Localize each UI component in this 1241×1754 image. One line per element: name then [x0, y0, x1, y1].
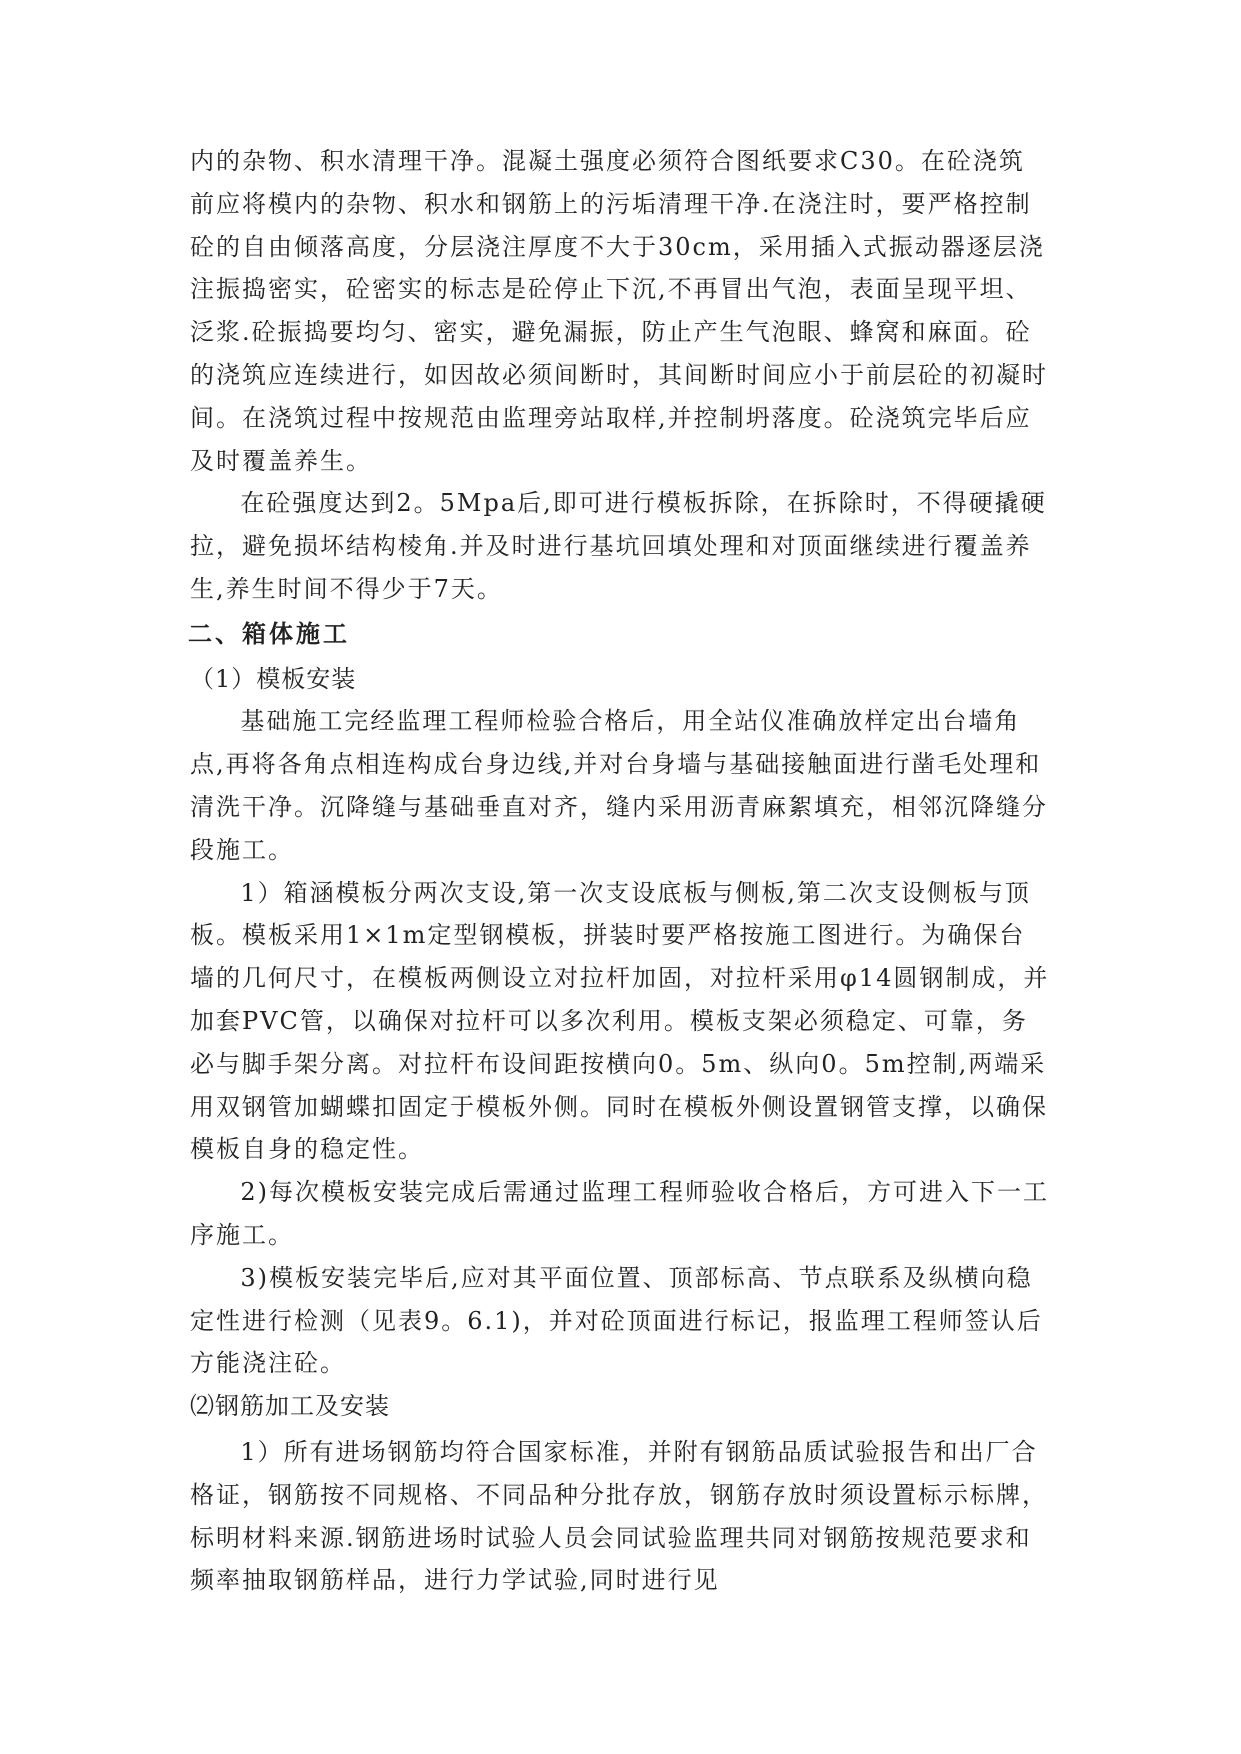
section-heading: 二、箱体施工	[188, 618, 350, 648]
document-body	[190, 140, 1050, 1602]
subsection-heading-formwork: （1）模板安装	[190, 664, 357, 693]
paragraph-concrete-pouring: 内的杂物、积水清理干净。混凝土强度必须符合图纸要求C30。在砼浇筑前应将模内的杂物、积水和钢筋上的污垢清理干净.在浇注时，要严格控制砼的自由倾落高度，分层浇注厚度不大于30cm，采用插入式振动器逐层浇注振捣密实，砼密实的标志是砼停止下沉,不再冒出气泡，表面呈现平坦、泛浆.砼振捣要均匀、密实，避免漏振，防止产生气泡眼、蜂窝和麻面。砼的浇筑应连续进行，如因故必须间断时，其间断时间应小于前层砼的初凝时间。在浇筑过程中按规范由监理旁站取样,并控制坍落度。砼浇筑完毕后应及时覆盖养生。	[190, 147, 1048, 475]
subsection-heading-rebar: ⑵钢筋加工及安装	[190, 1392, 390, 1421]
paragraph-formwork-removal: 在砼强度达到2。5Mpa后,即可进行模板拆除，在拆除时，不得硬撬硬拉，避免损坏结构棱角.并及时进行基坑回填处理和对顶面继续进行覆盖养生,养生时间不得少于7天。	[190, 489, 1047, 603]
paragraph-rebar-item-1: 1）所有进场钢筋均符合国家标准，并附有钢筋品质试验报告和出厂合格证，钢筋按不同规格、不同品种分批存放，钢筋存放时须设置标示标牌，标明材料来源.钢筋进场时试验人员会同试验监理共同对钢筋按规范要求和频率抽取钢筋样品，进行力学试验,同时进行见	[190, 1437, 1048, 1595]
paragraph-foundation-inspection: 基础施工完经监理工程师检验合格后，用全站仪准确放样定出台墙角点,再将各角点相连构成台身边线,并对台身墙与基础接触面进行凿毛处理和清洗干净。沉降缝与基础垂直对齐，缝内采用沥青麻絮填充，相邻沉降缝分段施工。	[190, 707, 1048, 864]
paragraph-formwork-item-1: 1）箱涵模板分两次支设,第一次支设底板与侧板,第二次支设侧板与顶板。模板采用1×1m定型钢模板，拼装时要严格按施工图进行。为确保台墙的几何尺寸，在模板两侧设立对拉杆加固，对拉杆采用φ14圆钢制成，并加套PVC管，以确保对拉杆可以多次利用。模板支架必须稳定、可靠，务必与脚手架分离。对拉杆布设间距按横向0。5m、纵向0。5m控制,两端采用双钢管加蝴蝶扣固定于模板外侧。同时在模板外侧设置钢管支撑，以确保模板自身的稳定性。	[190, 878, 1050, 1164]
paragraph-formwork-item-2: 2)每次模板安装完成后需通过监理工程师验收合格后，方可进入下一工序施工。	[190, 1178, 1050, 1249]
paragraph-formwork-item-3: 3)模板安装完毕后,应对其平面位置、顶部标高、节点联系及纵横向稳定性进行检测（见表9。6.1)，并对砼顶面进行标记，报监理工程师签认后方能浇注砼。	[190, 1263, 1043, 1378]
